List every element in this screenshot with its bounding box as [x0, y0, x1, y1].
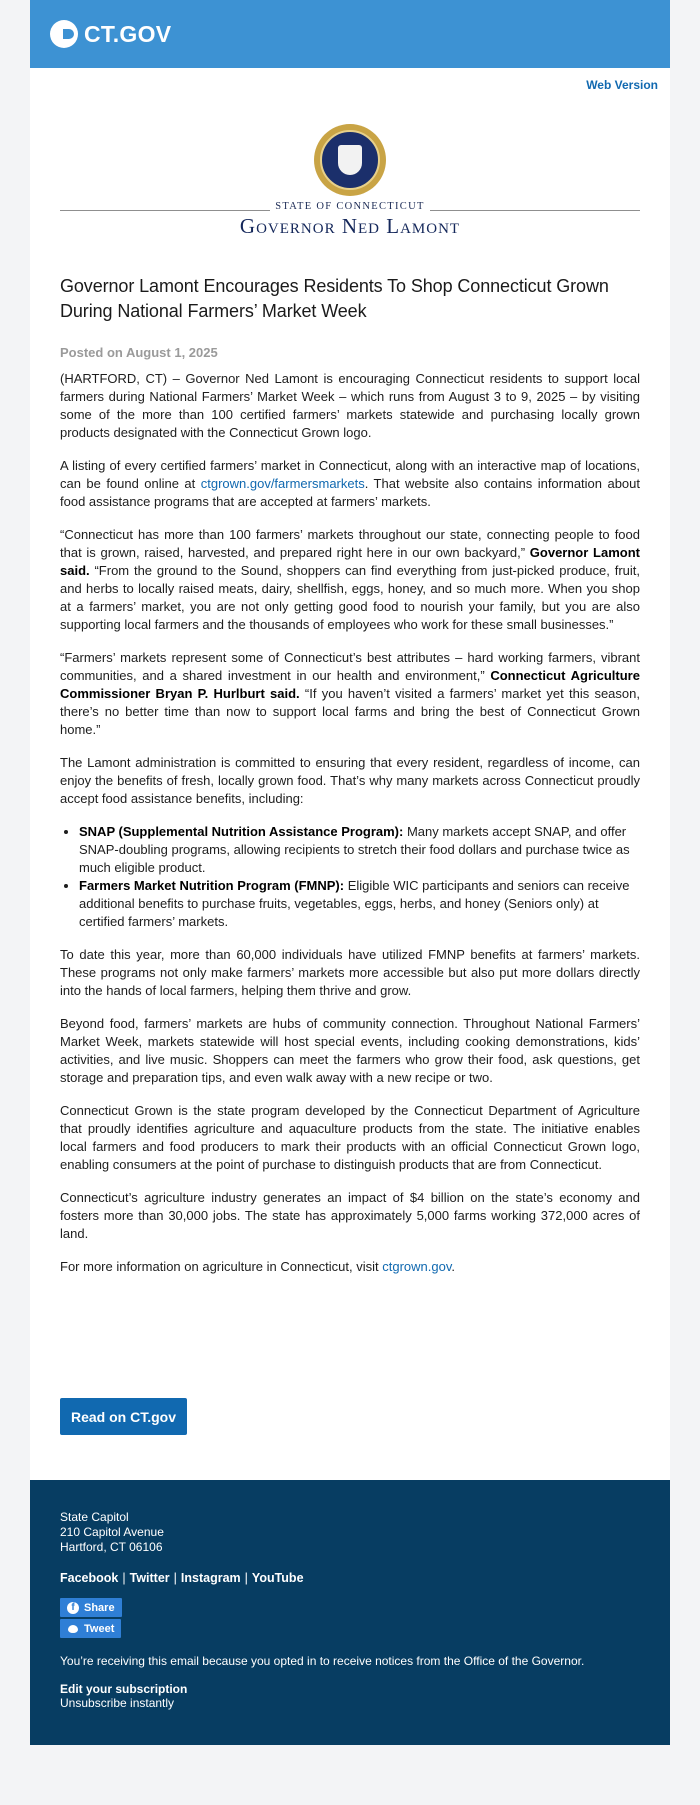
- web-version-link[interactable]: Web Version: [586, 78, 658, 92]
- edit-subscription-link[interactable]: Edit your subscription: [60, 1682, 188, 1696]
- share-buttons: [60, 1598, 640, 1638]
- unsubscribe-link[interactable]: Unsubscribe instantly: [60, 1696, 175, 1710]
- paragraph-1: (HARTFORD, CT) – Governor Ned Lamont is encouraging Connecticut residents to support local farmers during National Farmers’ Market Week – which runs from August 3 to 9, 2025 – by visiting some of the more than 100 certified farmers’ markets statewide and purchasing locally grown products designated with the Connecticut Grown logo.: [60, 371, 640, 440]
- paragraph-7: Beyond food, farmers’ markets are hubs of community connection. Throughout National Farmers’ Market Week, markets statewide will host special events, including cooking demonstrations, kids’ activities, and live music. Shoppers can meet the farmers who grow their food, ask questions, get storage and preparation tips, and even walk away with a new recipe or two.: [60, 1016, 640, 1085]
- posted-date: Posted on August 1, 2025: [60, 345, 218, 360]
- ctgrown-link[interactable]: ctgrown.gov: [382, 1259, 452, 1274]
- farmers-markets-link[interactable]: ctgrown.gov/farmersmarkets: [200, 476, 365, 491]
- benefits-list: [60, 823, 640, 931]
- social-links: Facebook | Twitter | Instagram | YouTube: [60, 1571, 304, 1585]
- logo-text: CT.GOV: [84, 20, 172, 47]
- facebook-link[interactable]: Facebook: [60, 1571, 119, 1585]
- read-on-ctgov-button[interactable]: Read on CT.gov: [60, 1398, 187, 1435]
- ct-logo-icon: [50, 20, 78, 48]
- paragraph-5: The Lamont administration is committed to ensuring that every resident, regardless of income, can enjoy the benefits of fresh, locally grown food. That’s why many markets across Connecticut proudly accept food assistance benefits, including:: [60, 755, 640, 806]
- paragraph-8: Connecticut Grown is the state program developed by the Connecticut Department of Agriculture that proudly identifies agriculture and aquaculture products from the state. The initiative enables local farmers and food producers to mark their products with an official Connecticut Grown logo, enabling consumers at the point of purchase to distinguish products that are from Connecticut.: [60, 1103, 640, 1172]
- ct-gov-logo[interactable]: [50, 20, 171, 48]
- article-title: Governor Lamont Encourages Residents To Shop Connecticut Grown During National Farmers’ Market Week: [60, 276, 609, 321]
- list-item: • Farmers Market Nutrition Program (FMNP): Eligible WIC participants and seniors can receive additional benefits to purchase fruits, vegetables, eggs, herbs, and honey (Seniors only) at certified farmers’ markets.: [79, 877, 640, 931]
- article-body: [60, 274, 640, 1276]
- youtube-link[interactable]: YouTube: [251, 1571, 304, 1585]
- twitter-link[interactable]: Twitter: [129, 1571, 170, 1585]
- paragraph-3: “Connecticut has more than 100 farmers’ markets throughout our state, connecting people to food that is grown, raised, harvested, and prepared right here in our own backyard,” Governor Lamont said. “From the ground to the Sound, shoppers can find everything from just-picked produce, fruit, and herbs to locally raised meats, dairy, shellfish, eggs, honey, and so much more. When you shop at a farmers’ market, you are not only getting good food to nourish your family, but you are also supporting local farmers and the thousands of employees who work for these small businesses.”: [60, 527, 640, 632]
- email-container: [30, 0, 670, 1745]
- tweet-button[interactable]: Tweet: [60, 1619, 121, 1638]
- paragraph-4: “Farmers’ markets represent some of Connecticut’s best attributes – hard working farmers, vibrant communities, and a shared investment in our health and environment,” Connecticut Agriculture Commissioner Bryan P. Hurlburt said. “If you haven’t visited a farmers’ market yet this season, there’s no better time than now to support local farms and bring the best of Connecticut Grown home.”: [60, 650, 640, 737]
- paragraph-2: A listing of every certified farmers’ market in Connecticut, along with an interactive map of locations, can be found online at ctgrown.gov/farmersmarkets. That website also contains information about food assistance programs that are accepted at farmers’ markets.: [60, 458, 640, 509]
- subscription-notice: You’re receiving this email because you opted in to receive notices from the Office of the Governor.: [60, 1654, 585, 1668]
- paragraph-9: Connecticut’s agriculture industry generates an impact of $4 billion on the state’s economy and fosters more than 30,000 jobs. The state has approximately 5,000 farms working 372,000 acres of land.: [60, 1190, 640, 1241]
- masthead-state: STATE OF CONNECTICUT: [275, 201, 425, 212]
- facebook-share-button[interactable]: f Share: [60, 1598, 122, 1617]
- footer: [30, 1480, 670, 1745]
- masthead-governor: Governor Ned Lamont: [239, 214, 461, 238]
- twitter-icon: [67, 1624, 79, 1634]
- instagram-link[interactable]: Instagram: [180, 1571, 241, 1585]
- facebook-icon: f: [67, 1602, 79, 1614]
- address: State Capitol 210 Capitol Avenue Hartford, CT 06106: [60, 1510, 164, 1554]
- list-item: • SNAP (Supplemental Nutrition Assistance Program): Many markets accept SNAP, and offer SNAP-doubling programs, allowing recipients to stretch their food dollars and purchase twice as much eligible product.: [79, 823, 640, 877]
- paragraph-10: For more information on agriculture in Connecticut, visit ctgrown.gov.: [60, 1259, 456, 1274]
- header-bar: [30, 0, 670, 68]
- paragraph-6: To date this year, more than 60,000 individuals have utilized FMNP benefits at farmers’ markets. These programs not only make farmers’ markets more accessible but also put more dollars directly into the hands of local farmers, helping them thrive and grow.: [60, 947, 640, 998]
- governor-seal-icon: [314, 124, 386, 196]
